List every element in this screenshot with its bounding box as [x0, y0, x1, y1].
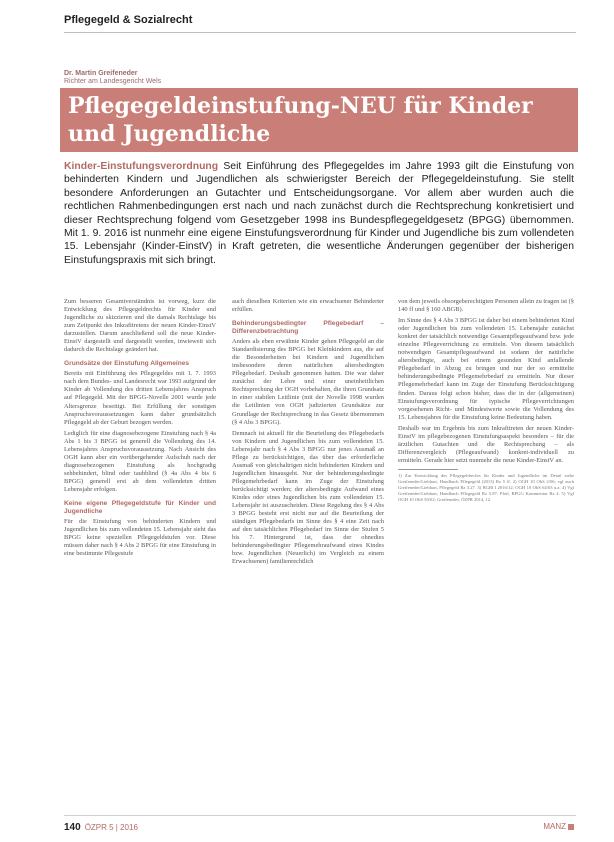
col1-paragraph-3: Lediglich für eine diagnosebezogene Einstufung nach § 4a Abs 1 bis 3 BPGG ist generell die Vollendung des 14. Lebensjahres Anspruchsvoraussetzung. Nach Ansicht des OGH kann aber ein vorübergehender Aufschub nach der diagnosebezogenen Einstufung als hochgradig sehbehindert, blind oder taubblind (§ 4a Abs 4 bis 6 BPGG) generell erst ab dem vollendeten dritten Lebensjahr erfolgen. — [64, 429, 216, 493]
footnote-divider — [398, 469, 458, 470]
lead-keyword: Kinder-Einstufungsverordnung — [64, 161, 219, 172]
author-title: Richter am Landesgericht Wels — [64, 78, 162, 85]
col1-paragraph-1: Zum besseren Gesamtverständnis ist vorweg, kurz die Entwicklung des Pflegegeldrechts für Kinder und Jugendliche zu skizzieren und die damals Rechtslage bis zum Zeitpunkt des Inkrafttretens der neuen Kinder-EinstV darzustellen. Darum anschließend soll die neue Kinder-EinstV dargestellt und dargestellt werden, inwieweit sich dadurch die Rechtslage geändert hat. — [64, 298, 216, 354]
col2-paragraph-3: Demnach ist aktuell für die Beurteilung des Pflegebedarfs von Kindern und Jugendlichen bis zum vollendeten 15. Lebensjahr nach § 4 Abs 3 BPGG nur jenes Ausmaß an Pflege zu berücksichtigen, das über das erforderliche Ausmaß von gleichaltrigen nicht behinderten Kindern und Jugendlichen hinausgeht. Nur der behinderungsbedingte Pflegemehrbedarf kann im Zuge der Einstufung berücksichtigt werden; der altersbedingte Aufwand eines Kindes oder eines Jugendlichen bis zum vollendeten 15. Lebensjahr ist auszuscheiden. Diese Regelung des § 4 Abs 3 BPGG besteht erst nicht nur auf die Beurteilung der ständigen Pflegebedarfs im Sinne des § 4 eine Zeit nach auf den tatsächlichen Pflegebedarf im Sinne der Stufen 5 bis 7. Hintergrund ist, dass der ohnedies behinderungsbedingter Pflegemehraufwand eines Kindes bzw. Jugendlichen (Neuerlich) im Vergleich zu einem Erwachsenen) familienrechtlich — [232, 429, 384, 566]
lead-text: Seit Einführung des Pflegegeldes im Jahre 1993 gilt die Einstufung von behinderten Kindern und Jugendlichen als schwierigster Bereich der Pflegegeldeinstufung. Sie stellt besondere Anforderungen an Gutachter und Entscheidungsorgane. Vor allem aber wurden auch die rechtlichen Rahmenbedingungen erst nach und nach zunächst durch die Rechtsprechung konkretisiert und dieser Rechtsprechung folgend vom Gesetzgeber 1998 ins Bundespflegegeldgesetz (BPGG) übernommen. Mit 1. 9. 2016 ist nunmehr eine eigene Einstufungsverordnung für Kinder und Jugendliche bis zum vollendeten 15. Lebensjahr (Kinder-EinstV) in Kraft getreten, die wesentliche Änderungen gegenüber der bisherigen Einstufungspraxis mit sich bringt. — [64, 161, 574, 266]
bottom-divider — [64, 815, 576, 816]
publisher-logo — [543, 822, 574, 831]
col3-paragraph-2: Im Sinne des § 4 Abs 3 BPGG ist daher bei einem behinderten Kind oder Jugendlichen bis zum vollendeten 15. Lebensjahr zunächst konkret der tatsächlich notwendige Gesamtpflegeaufwand bzw. jede einzelne Pflegeverrichtung zu ermitteln. Von diesem tatsächlich notwendigen Gesamtpflegeaufwand ist sodann der natürliche altersbedingte, auch bei einem gesunden Kind anfallende Pflegebedarf in Abzug zu bringen und nur der so ermittelte behinderungsbedingte Pflegemehrbedarf zu ermitteln. Nur dieser Pflegemehrbedarf kann im Zuge der Einstufung Berücksichtigung finden. Daraus folgt schon bisher, dass die in der (allgemeinen) Einstufungsverordnung für typische Pflegeverrichtungen vorgesehenen Richt- und Mindestwerte sowie die Vollendung des 15. Lebensjahres für die Einstufung keine Bedeutung haben. — [398, 317, 574, 421]
column-1 — [64, 298, 216, 813]
col2-heading-1: Behinderungsbedingter Pflegebedarf – Differenzbetrachtung — [232, 320, 384, 336]
lead-paragraph — [64, 160, 574, 267]
column-3 — [398, 298, 574, 813]
section-header: Pflegegeld & Sozialrecht — [64, 14, 193, 26]
page-number: 140 — [64, 822, 81, 833]
col3-paragraph-3: Deshalb war im Ergebnis bis zum Inkrafttreten der neuen Kinder-EinstV im pflegebezogenen Einstufungsaspekt besonders – für die ärztlichen Gutachten und die Rechtsprechung – als Differenzvergleich (Pflegeaufwand) konkret-individuell zu ermitteln. Gerade hier setzt nunmehr die neue Kinder-EinstV an. — [398, 424, 574, 464]
col1-heading-1: Grundsätze der Einstufung Allgemeines — [64, 360, 190, 368]
publisher-mark-icon — [568, 824, 574, 830]
col2-paragraph-2: Anders als eben erwähnte Kinder gehen Pflegegeld an die Standardisierung des BPGG bei Kleinkindern aus, die auf die Besonderheiten bei Kindern und Jugendlichen insbesondere deren natürlichen altersbedingten Pflegebedarf. Deshalb genommen hatten. Die war daher zunächst der Lehre und einer uneinheitlichen Rechtsprechung der OGH vorbehalten, die ihren Grundsatz in einer stabilen Leitlinie (mit der Novelle 1998 wurden die Leitlinien von OGH judizierten Grundsätze zur Grundlage der Rechtsprechung in das Gesetz übernommen (§ 4 Abs 3 BPGG). — [232, 338, 384, 426]
author-block — [64, 70, 161, 86]
footnotes: 1) Zur Entwicklung des Pflegegeldrechts für Kinder und Jugendliche im Detail siehe Greifeneder/Liebhart, Handbuch Pflegegeld (2013) Rz 5 ff. 2) OGH 10 ObS 2/06; vgl auch Greifeneder/Liebhart, Pflegegeld Rz 3.27. 3) BGBl I 2016/12; OGH 10 ObS 64/03 u.a. 4) Vgl Greifeneder/Liebhart, Handbuch Pflegegeld Rz 5.87; Pfeil, BPGG Kommentar Rz 4. 5) Vgl OGH 10 ObS 50/02; Greifeneder, ÖZPR 2014, 12. — [398, 472, 574, 502]
col1-paragraph-2: Bereits mit Einführung des Pflegegeldes mit 1. 7. 1993 nach dem Bundes- und Landesrecht war 1993 aufgrund der Kinder ab Vollendung des dritten Lebensjahres Anspruch auf Pflegegeld. Mit der BPGG-Novelle 2001 wurde jede Altersgrenze beseitigt. Bei Erfüllung der sonstigen Anspruchsvoraussetzungen kann daher grundsätzlich Pflegegeld ab der Geburt bezogen werden. — [64, 370, 216, 426]
page-footer — [64, 822, 138, 833]
article-title: Pflegegeldeinstufung-NEU für Kinder und Jugendliche — [68, 93, 533, 147]
title-banner — [60, 88, 578, 152]
top-divider — [64, 32, 576, 33]
col3-paragraph-1: von dem jeweils obsorgeberechtigten Personen allein zu tragen ist (§ 140 ff und § 160 ABGB). — [398, 298, 574, 314]
author-name: Dr. Martin Greifeneder — [64, 70, 138, 77]
publisher-name: MANZ — [543, 822, 566, 831]
col2-paragraph-1: auch dieselben Kriterien wie ein erwachsener Behinderter erfüllen. — [232, 298, 384, 314]
column-2 — [232, 298, 384, 813]
issue-label: ÖZPR 5 | 2016 — [84, 823, 138, 832]
col1-heading-2: Keine eigene Pflegegeldstufe für Kinder und Jugendliche — [64, 500, 216, 516]
col1-paragraph-4: Für die Einstufung von behinderten Kindern und Jugendlichen bis zum vollendeten 15. Lebensjahr sieht das BPGG keine speziellen Pflegegeldstufen vor. Diese müssen daher nach § 4 Abs 2 BPGG für eine Einstufung in eine bestimmte Pflegestufe — [64, 518, 216, 558]
